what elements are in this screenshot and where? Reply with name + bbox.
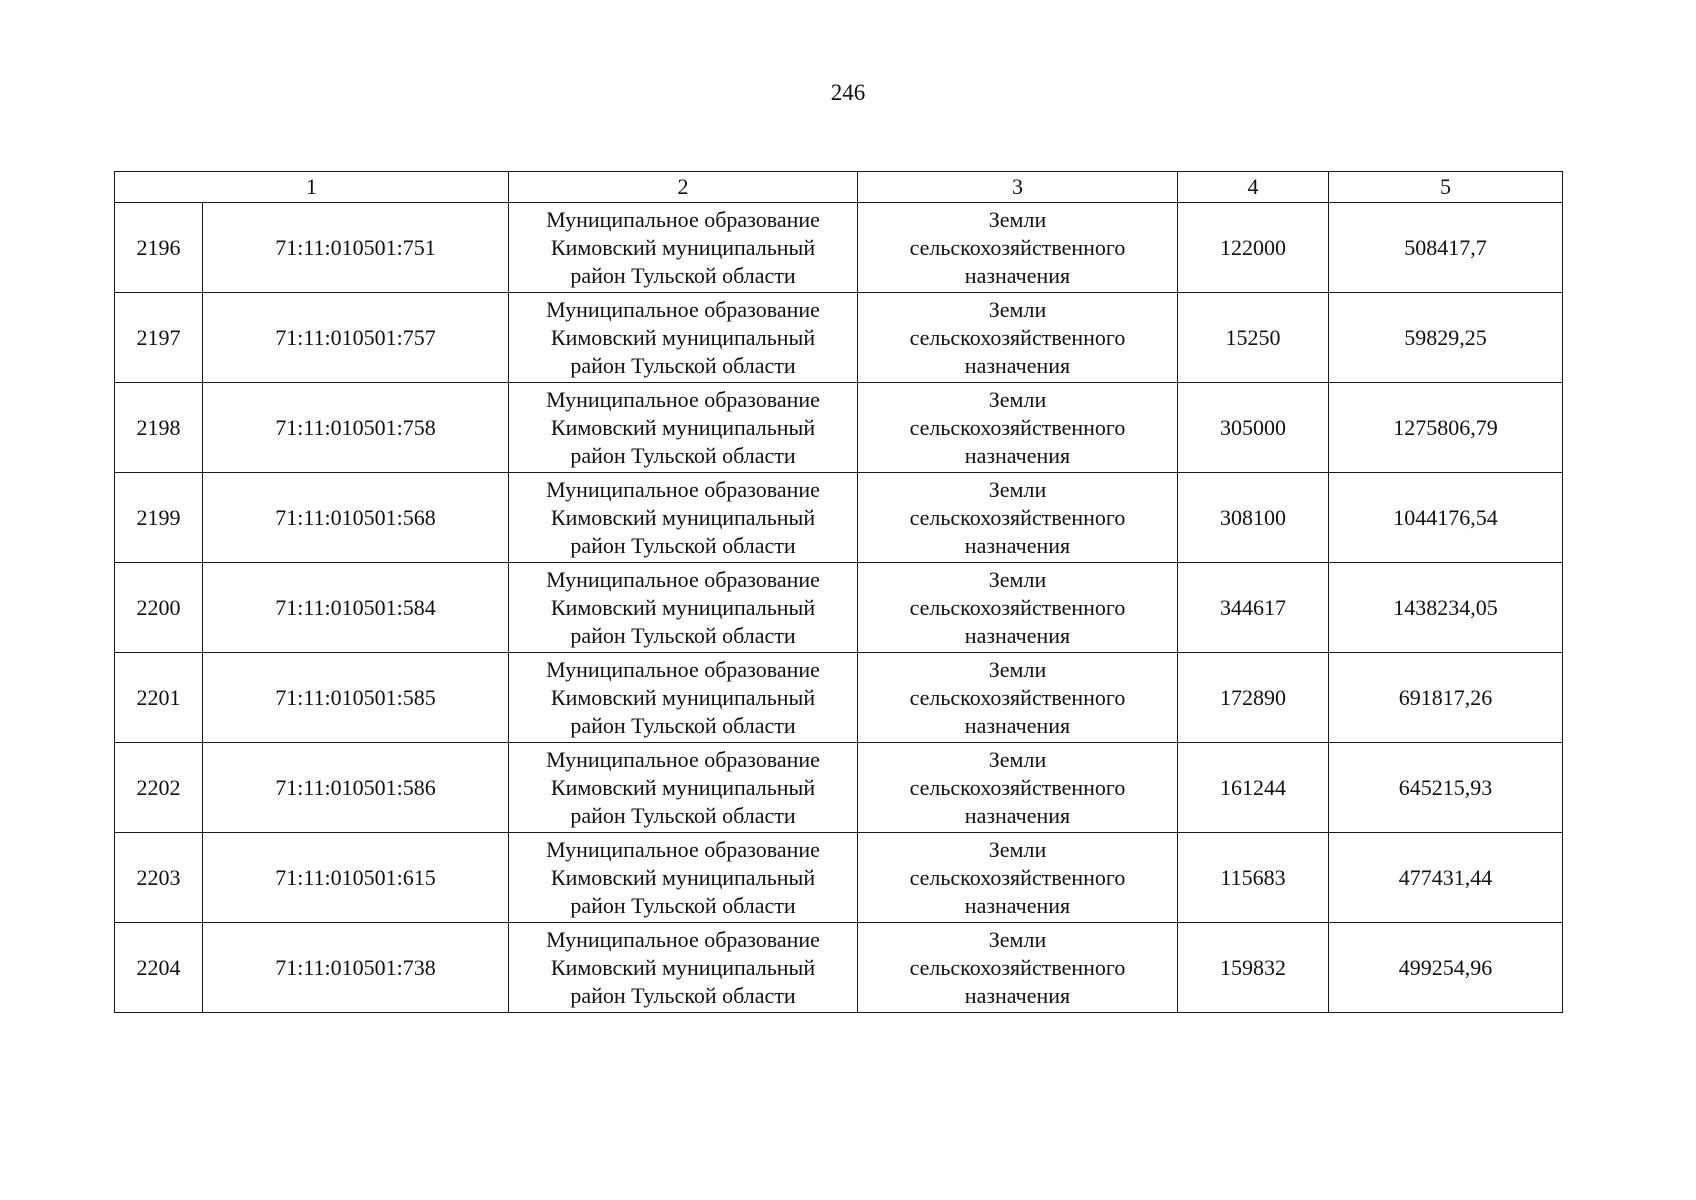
owner-cell-line: район Тульской области xyxy=(570,712,796,738)
owner-cell-line: Кимовский муниципальный xyxy=(550,954,816,980)
row-number-cell: 2198 xyxy=(115,383,203,473)
owner-cell xyxy=(509,563,858,653)
owner-cell-line: Муниципальное образование xyxy=(546,566,820,592)
cadastral-number-cell: 71:11:010501:738 xyxy=(203,923,509,1013)
owner-cell-line: Кимовский муниципальный xyxy=(550,504,816,530)
owner-cell-line: Кимовский муниципальный xyxy=(550,864,816,890)
land-category-cell-line: Земли xyxy=(988,926,1047,952)
table-row xyxy=(115,293,1563,383)
area-cell: 344617 xyxy=(1178,563,1329,653)
cadastral-number-cell: 71:11:010501:584 xyxy=(203,563,509,653)
land-category-cell-line: назначения xyxy=(964,622,1071,648)
area-cell: 305000 xyxy=(1178,383,1329,473)
row-number-cell: 2201 xyxy=(115,653,203,743)
land-category-cell-line: назначения xyxy=(964,892,1071,918)
land-category-cell-line: Земли xyxy=(988,206,1047,232)
area-cell: 159832 xyxy=(1178,923,1329,1013)
owner-cell-line: Кимовский муниципальный xyxy=(550,414,816,440)
land-category-cell xyxy=(858,293,1178,383)
owner-cell xyxy=(509,383,858,473)
column-header-5: 5 xyxy=(1329,172,1563,203)
owner-cell-line: район Тульской области xyxy=(570,262,796,288)
land-category-cell xyxy=(858,203,1178,293)
land-category-cell xyxy=(858,923,1178,1013)
column-header-3: 3 xyxy=(858,172,1178,203)
cadastral-value-cell: 59829,25 xyxy=(1329,293,1563,383)
owner-cell xyxy=(509,833,858,923)
area-cell: 308100 xyxy=(1178,473,1329,563)
owner-cell-line: Муниципальное образование xyxy=(546,476,820,502)
row-number-cell: 2199 xyxy=(115,473,203,563)
area-cell: 15250 xyxy=(1178,293,1329,383)
owner-cell-line: Муниципальное образование xyxy=(546,656,820,682)
land-plots-table xyxy=(114,171,1563,1013)
row-number-cell: 2196 xyxy=(115,203,203,293)
land-category-cell-line: Земли xyxy=(988,656,1047,682)
area-cell: 161244 xyxy=(1178,743,1329,833)
owner-cell-line: Кимовский муниципальный xyxy=(550,774,816,800)
land-category-cell-line: сельскохозяйственного xyxy=(909,594,1126,620)
land-category-cell-line: назначения xyxy=(964,532,1071,558)
land-category-cell-line: сельскохозяйственного xyxy=(909,774,1126,800)
owner-cell-line: район Тульской области xyxy=(570,892,796,918)
land-category-cell-line: сельскохозяйственного xyxy=(909,504,1126,530)
land-category-cell xyxy=(858,653,1178,743)
table-header-row xyxy=(115,172,1563,203)
owner-cell-line: район Тульской области xyxy=(570,532,796,558)
cadastral-number-cell: 71:11:010501:757 xyxy=(203,293,509,383)
land-category-cell-line: назначения xyxy=(964,982,1071,1008)
table-row xyxy=(115,743,1563,833)
owner-cell-line: Муниципальное образование xyxy=(546,746,820,772)
area-cell: 115683 xyxy=(1178,833,1329,923)
row-number-cell: 2204 xyxy=(115,923,203,1013)
land-category-cell xyxy=(858,473,1178,563)
owner-cell-line: Муниципальное образование xyxy=(546,206,820,232)
cadastral-number-cell: 71:11:010501:758 xyxy=(203,383,509,473)
owner-cell-line: Муниципальное образование xyxy=(546,386,820,412)
cadastral-number-cell: 71:11:010501:586 xyxy=(203,743,509,833)
owner-cell-line: Кимовский муниципальный xyxy=(550,594,816,620)
cadastral-value-cell: 645215,93 xyxy=(1329,743,1563,833)
cadastral-number-cell: 71:11:010501:751 xyxy=(203,203,509,293)
cadastral-number-cell: 71:11:010501:615 xyxy=(203,833,509,923)
owner-cell-line: район Тульской области xyxy=(570,622,796,648)
owner-cell xyxy=(509,923,858,1013)
owner-cell xyxy=(509,653,858,743)
owner-cell-line: Кимовский муниципальный xyxy=(550,684,816,710)
land-category-cell-line: Земли xyxy=(988,476,1047,502)
table-row xyxy=(115,923,1563,1013)
owner-cell xyxy=(509,203,858,293)
cadastral-value-cell: 499254,96 xyxy=(1329,923,1563,1013)
row-number-cell: 2197 xyxy=(115,293,203,383)
column-header-4: 4 xyxy=(1178,172,1329,203)
land-category-cell-line: назначения xyxy=(964,352,1071,378)
table-row xyxy=(115,383,1563,473)
owner-cell xyxy=(509,743,858,833)
table-row xyxy=(115,833,1563,923)
owner-cell-line: Муниципальное образование xyxy=(546,836,820,862)
owner-cell xyxy=(509,473,858,563)
land-category-cell xyxy=(858,833,1178,923)
land-category-cell-line: сельскохозяйственного xyxy=(909,684,1126,710)
cadastral-value-cell: 508417,7 xyxy=(1329,203,1563,293)
row-number-cell: 2202 xyxy=(115,743,203,833)
land-category-cell-line: Земли xyxy=(988,386,1047,412)
land-category-cell xyxy=(858,563,1178,653)
cadastral-value-cell: 1044176,54 xyxy=(1329,473,1563,563)
land-category-cell-line: назначения xyxy=(964,712,1071,738)
land-category-cell-line: сельскохозяйственного xyxy=(909,954,1126,980)
owner-cell xyxy=(509,293,858,383)
table-row xyxy=(115,473,1563,563)
land-category-cell-line: назначения xyxy=(964,262,1071,288)
land-category-cell xyxy=(858,383,1178,473)
table-row xyxy=(115,653,1563,743)
column-header-1: 1 xyxy=(115,172,509,203)
cadastral-number-cell: 71:11:010501:568 xyxy=(203,473,509,563)
owner-cell-line: район Тульской области xyxy=(570,982,796,1008)
owner-cell-line: Кимовский муниципальный xyxy=(550,234,816,260)
cadastral-number-cell: 71:11:010501:585 xyxy=(203,653,509,743)
owner-cell-line: район Тульской области xyxy=(570,442,796,468)
land-category-cell-line: Земли xyxy=(988,566,1047,592)
owner-cell-line: Муниципальное образование xyxy=(546,296,820,322)
table-row xyxy=(115,563,1563,653)
land-category-cell-line: Земли xyxy=(988,296,1047,322)
land-category-cell-line: сельскохозяйственного xyxy=(909,324,1126,350)
area-cell: 172890 xyxy=(1178,653,1329,743)
area-cell: 122000 xyxy=(1178,203,1329,293)
page-number: 246 xyxy=(830,80,866,105)
row-number-cell: 2200 xyxy=(115,563,203,653)
cadastral-value-cell: 477431,44 xyxy=(1329,833,1563,923)
cadastral-value-cell: 1438234,05 xyxy=(1329,563,1563,653)
land-category-cell xyxy=(858,743,1178,833)
land-category-cell-line: сельскохозяйственного xyxy=(909,864,1126,890)
owner-cell-line: район Тульской области xyxy=(570,802,796,828)
land-category-cell-line: назначения xyxy=(964,442,1071,468)
column-header-2: 2 xyxy=(509,172,858,203)
row-number-cell: 2203 xyxy=(115,833,203,923)
land-category-cell-line: Земли xyxy=(988,746,1047,772)
cadastral-value-cell: 1275806,79 xyxy=(1329,383,1563,473)
owner-cell-line: Муниципальное образование xyxy=(546,926,820,952)
table-row xyxy=(115,203,1563,293)
land-category-cell-line: сельскохозяйственного xyxy=(909,414,1126,440)
land-category-cell-line: Земли xyxy=(988,836,1047,862)
owner-cell-line: Кимовский муниципальный xyxy=(550,324,816,350)
land-category-cell-line: назначения xyxy=(964,802,1071,828)
land-category-cell-line: сельскохозяйственного xyxy=(909,234,1126,260)
owner-cell-line: район Тульской области xyxy=(570,352,796,378)
cadastral-value-cell: 691817,26 xyxy=(1329,653,1563,743)
